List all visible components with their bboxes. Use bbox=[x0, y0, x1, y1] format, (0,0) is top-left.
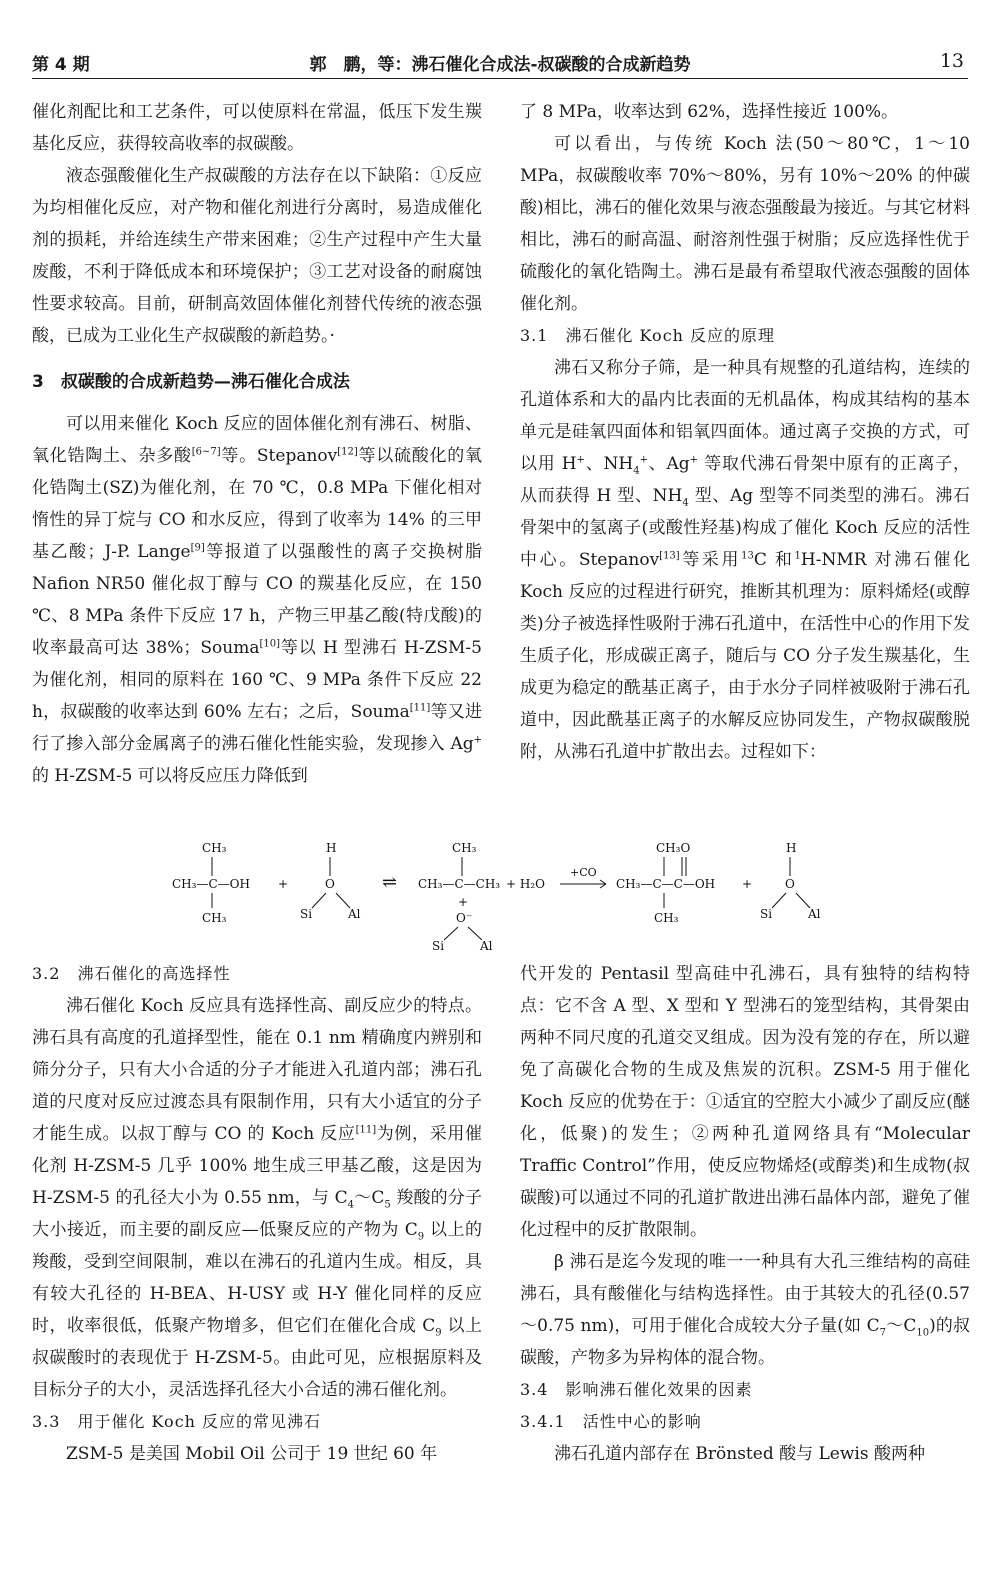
paragraph: 可以看出，与传统 Koch 法(50～80℃，1～10 MPa，叔碳酸收率 70%～80%，另有 10%～20% 的仲碳酸)相比，沸石的催化效果与液态强酸最为接近。与其它材料相比，沸石的耐高温、耐溶剂性强于树脂；反应选择性优于硫酸化的氧化锆陶土。沸石是最有希望取代液态强酸的固体催化剂。 bbox=[520, 134, 970, 314]
aluminum: Al bbox=[480, 939, 493, 953]
equilibrium-arrow: ⇌ bbox=[382, 872, 398, 893]
carbocation: CH₃—C—CH₃ bbox=[418, 877, 501, 891]
running-title: 郭 鹏，等：沸石催化合成法-叔碳酸的合成新趋势 bbox=[309, 55, 691, 75]
paragraph: β 沸石是迄今发现的唯一一种具有大孔三维结构的高硅沸石，具有酸催化与结构选择性。由于其较大的孔径(0.57～0.75 nm)，可用于催化合成较大分子量(如 $C_7\sim C_{10}$)的叔碳酸，产物多为异构体的混合物。 bbox=[520, 1252, 970, 1368]
proton-h: H bbox=[326, 841, 337, 855]
oxygen: O bbox=[785, 877, 795, 891]
paragraph: 沸石催化 Koch 反应具有选择性高、副反应少的特点。沸石具有高度的孔道择型性，能在 0.1 nm 精确度内辨别和筛分分子，只有大小合适的分子才能进入孔道内部；沸石孔道的尺度对反应过渡态具有限制作用，只有大小适宜的分子才能生成。以叔丁醇与 CO 的 Koch 反应[11]为例，采用催化剂 H-ZSM-5 几乎 100% 地生成三甲基乙酸，这是因为 H-ZSM-5 的孔径大小为 0.55 nm，与 $C_4\sim C_5$ 羧酸的分子大小接近，而主要的副反应—低聚反应的产物为 $C_9$ 以上的羧酸，受到空间限制，难以在沸石的孔道内生成。相反，具有较大孔径的 H-BEA、H-USY 或 H-Y 催化同样的反应时，收率很低，低聚产物增多，但它们在催化合成 $C_9$ 以上叔碳酸时的表现优于 H-ZSM-5。由此可见，应根据原料及目标分子的大小，灵活选择孔径大小合适的沸石催化剂。 bbox=[32, 996, 482, 1400]
co-label: +CO bbox=[570, 866, 597, 879]
methyl-bottom: CH₃ bbox=[202, 911, 227, 925]
paragraph: ZSM-5 是美国 Mobil Oil 公司于 19 世纪 60 年 bbox=[66, 1444, 438, 1464]
paragraph: 催化剂配比和工艺条件，可以使原料在常温，低压下发生羰基化反应，获得较高收率的叔碳酸。 bbox=[32, 102, 482, 154]
water: + H₂O bbox=[506, 877, 545, 891]
paragraph: 液态强酸催化生产叔碳酸的方法存在以下缺陷：①反应为均相催化反应，对产物和催化剂进行分离时，易造成催化剂的损耗，并给连续生产带来困难；②生产过程中产生大量废酸，不利于降低成本和环境保护；③工艺对设备的耐腐蚀性要求较高。目前，研制高效固体催化剂替代传统的液态强酸，已成为工业化生产叔碳酸的新趋势。· bbox=[32, 166, 482, 346]
tert-butanol: CH₃—C—OH bbox=[172, 877, 250, 891]
subsection-heading-3-4-1: 3.4.1 活性中心的影响 bbox=[520, 1412, 702, 1431]
proton-h: H bbox=[786, 841, 797, 855]
methyl-bottom: CH₃ bbox=[654, 911, 679, 925]
subsection-heading-3-3: 3.3 用于催化 Koch 反应的常见沸石 bbox=[32, 1412, 322, 1431]
aluminum: Al bbox=[348, 907, 361, 921]
plus-sign: + bbox=[278, 877, 289, 891]
silicon: Si bbox=[760, 907, 773, 921]
pivalic-acid: CH₃—C—C—OH bbox=[616, 877, 716, 891]
product-top: CH₃O bbox=[656, 841, 691, 855]
left-column-top bbox=[32, 96, 482, 792]
running-header bbox=[32, 44, 968, 79]
paragraph: 沸石孔道内部存在 Brönsted 酸与 Lewis 酸两种 bbox=[554, 1444, 925, 1464]
reaction-scheme bbox=[160, 838, 850, 954]
subsection-heading-3-4: 3.4 影响沸石催化效果的因素 bbox=[520, 1380, 753, 1399]
subsection-heading-3-2: 3.2 沸石催化的高选择性 bbox=[32, 964, 231, 983]
silicon: Si bbox=[300, 907, 313, 921]
paragraph: 可以用来催化 Koch 反应的固体催化剂有沸石、树脂、氧化锆陶土、杂多酸[6~7]等。Stepanov[12]等以硫酸化的氧化锆陶土(SZ)为催化剂，在 70 ℃，0.8 MPa 下催化相对惰性的异丁烷与 CO 和水反应，得到了收率为 14% 的三甲基乙酸；J-P. Lange[9]等报道了以强酸性的离子交换树脂 Nafion NR50 催化叔丁醇与 CO 的羰基化反应，在 150 ℃、8 MPa 条件下反应 17 h，产物三甲基乙酸(特戊酸)的收率最高可达 38%；Souma[10]等以 H 型沸石 H-ZSM-5 为催化剂，相同的原料在 160 ℃、9 MPa 条件下反应 22 h，叔碳酸的收率达到 60% 左右；之后，Souma[11]等又进行了掺入部分金属离子的沸石催化性能实验，发现掺入 Ag+ 的 H-ZSM-5 可以将反应压力降低到 bbox=[32, 414, 483, 786]
subsection-heading-3-1: 3.1 沸石催化 Koch 反应的原理 bbox=[520, 326, 776, 345]
aluminum: Al bbox=[808, 907, 821, 921]
section-heading-3: 3 叔碳酸的合成新趋势—沸石催化合成法 bbox=[32, 372, 350, 392]
issue-number: 第 4 期 bbox=[32, 55, 90, 75]
methyl-top: CH₃ bbox=[452, 841, 477, 855]
plus-sign: + bbox=[742, 877, 753, 891]
oxygen: O bbox=[325, 877, 335, 891]
zeolite-oxygen: O⁻ bbox=[456, 911, 473, 925]
page-number: 13 bbox=[939, 50, 964, 72]
silicon: Si bbox=[432, 939, 445, 953]
positive-charge: + bbox=[458, 895, 469, 909]
methyl-top: CH₃ bbox=[202, 841, 227, 855]
paragraph: 了 8 MPa，收率达到 62%，选择性接近 100%。 bbox=[520, 102, 899, 122]
left-column-bottom bbox=[32, 958, 482, 1470]
right-column-bottom bbox=[520, 958, 970, 1470]
right-column-top bbox=[520, 96, 970, 768]
paragraph: 沸石又称分子筛，是一种具有规整的孔道结构，连续的孔道体系和大的晶内比表面的无机晶体，构成其结构的基本单元是硅氧四面体和铝氧四面体。通过离子交换的方式，可以用 H+、$NH_4^+$、Ag+ 等取代沸石骨架中原有的正离子，从而获得 H 型、$NH_4$ 型、Ag 型等不同类型的沸石。沸石骨架中的氢离子(或酸性羟基)构成了催化 Koch 反应的活性中心。Stepanov[13]等采用$^{13}$C 和$^1$H-NMR 对沸石催化 Koch 反应的过程进行研究，推断其机理为：原料烯烃(或醇类)分子被选择性吸附于沸石孔道中，在活性中心的作用下发生质子化，形成碳正离子，随后与 CO 分子发生羰基化，生成更为稳定的酰基正离子，由于水分子同样被吸附于沸石孔道中，因此酰基正离子的水解反应协同发生，产物叔碳酸脱附，从沸石孔道中扩散出去。过程如下： bbox=[520, 358, 970, 762]
paragraph: 代开发的 Pentasil 型高硅中孔沸石，具有独特的结构特点：它不含 A 型、X 型和 Y 型沸石的笼型结构，其骨架由两种不同尺度的孔道交叉组成。因为没有笼的存在，所以避免了高碳化合物的生成及焦炭的沉积。ZSM-5 用于催化 Koch 反应的优势在于：①适宜的空腔大小减少了副反应(醚化，低聚)的发生；②两种孔道网络具有“Molecular Traffic Control”作用，使反应物烯烃(或醇类)和生成物(叔碳酸)可以通过不同的孔道扩散进出沸石晶体内部，避免了催化过程中的反扩散限制。 bbox=[520, 964, 970, 1240]
